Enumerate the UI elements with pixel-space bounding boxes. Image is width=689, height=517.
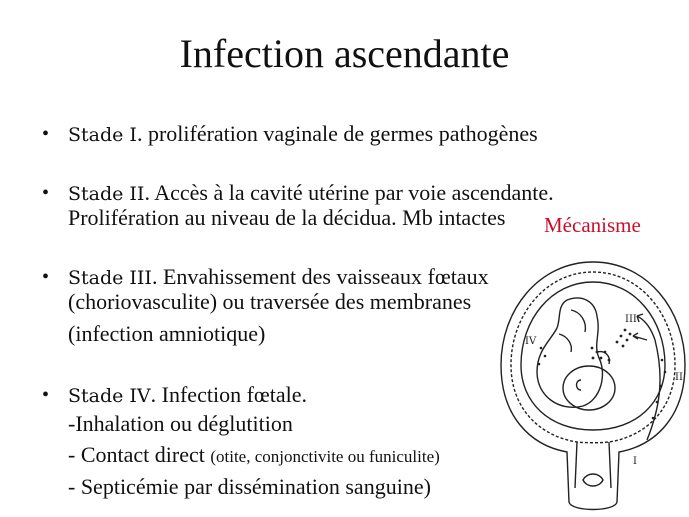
label-I: I: [633, 456, 637, 467]
stage-2-label: Stade II: [68, 183, 145, 205]
stage-2-line-2: Prolifération au niveau de la décidua. Mb intactes: [68, 205, 506, 230]
stage-4-text: . Infection fœtale.: [150, 382, 308, 407]
fetus-ear: [577, 380, 582, 390]
label-IV: IV: [525, 336, 537, 347]
contact-detail: (otite, conjonctivite ou funiculite): [210, 447, 440, 466]
cervix-opening: [583, 474, 603, 486]
contact-main: - Contact direct: [68, 442, 211, 467]
sub-item-contact: [68, 443, 440, 469]
stage-3-text: . Envahissement des vaisseaux fœtaux: [151, 264, 489, 289]
sub-item-septicemie: - Septicémie par dissémination sanguine): [68, 474, 431, 499]
bullet-dot-icon: •: [42, 123, 50, 145]
label-II: II: [675, 372, 683, 383]
bullet-dot-icon: •: [42, 384, 50, 406]
bullet-dot-icon: •: [42, 182, 50, 204]
uterus-diagram: [497, 240, 689, 517]
stage-3-line-2: (choriovasculite) ou traversée des membranes: [68, 289, 472, 314]
stage-1-label: Stade I: [68, 124, 137, 146]
fetus-limbs: [559, 310, 609, 364]
ascending-path-arrow: [637, 316, 660, 440]
fetus-body: [537, 298, 602, 407]
amniotic-sac: [521, 282, 665, 430]
diagram-heading: Mécanisme: [544, 213, 641, 237]
cervix: [575, 442, 611, 488]
slide-title: Infection ascendante: [179, 31, 510, 76]
sub-item-inhalation: -Inhalation ou déglutition: [68, 411, 293, 436]
stage-1-text: . prolifération vaginale de germes pathogènes: [136, 121, 538, 146]
bullet-dot-icon: •: [42, 266, 50, 288]
uterus-outer-wall: [501, 262, 685, 510]
stage-3-label: Stade III: [68, 267, 152, 289]
stage-4-label: Stade IV: [68, 385, 151, 407]
label-III: III: [625, 314, 637, 325]
stage-2-text: . Accès à la cavité utérine par voie ascendante.: [144, 180, 554, 205]
stage-3-line-3: (infection amniotique): [68, 321, 266, 346]
